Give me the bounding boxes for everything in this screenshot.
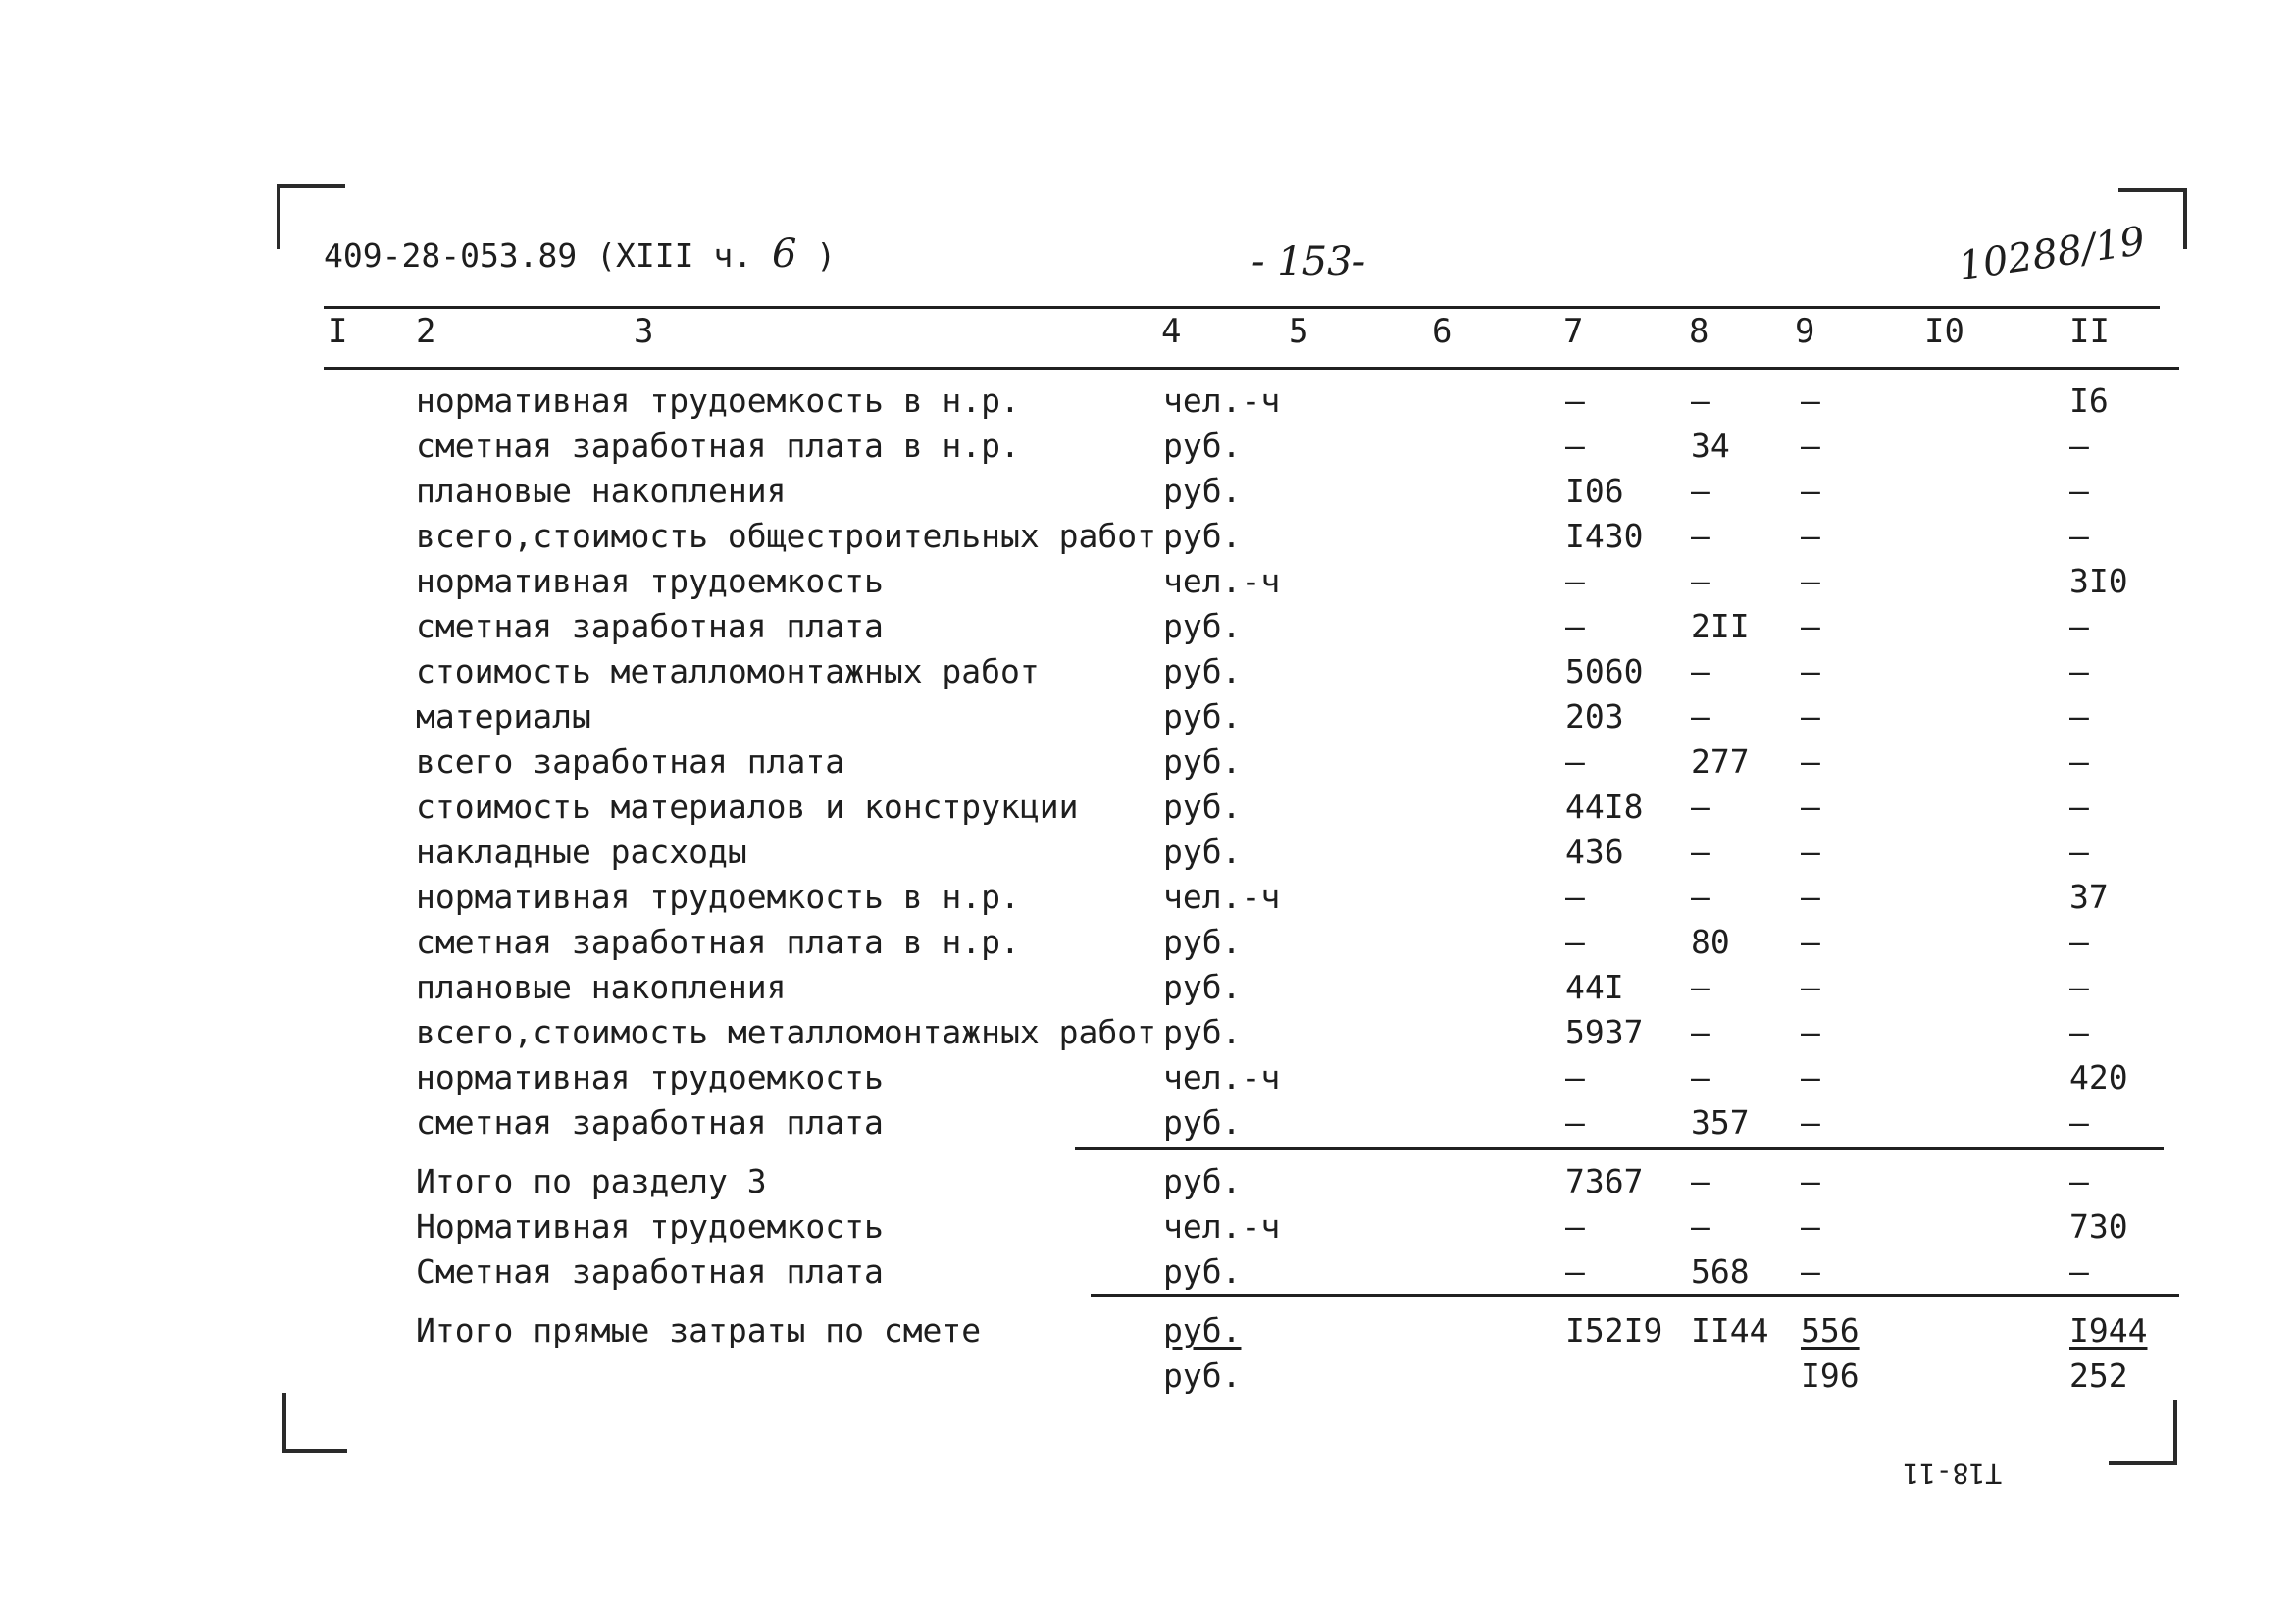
row-col9: –: [1801, 787, 1820, 826]
grand-total-unit-2: руб.: [1163, 1356, 1242, 1395]
row-description: всего,стоимость металломонтажных работ: [416, 1013, 1156, 1051]
row-description: всего,стоимость общестроительных работ: [416, 517, 1156, 555]
row-description: накладные расходы: [416, 833, 747, 871]
corner-mark-bottom-right: [2109, 1400, 2177, 1465]
grand-total-description: Итого прямые затраты по смете: [416, 1311, 982, 1349]
row-col8: –: [1691, 833, 1710, 871]
row-col7: 44I8: [1565, 787, 1644, 826]
row-unit: руб.: [1163, 652, 1242, 690]
row-col8: –: [1691, 1207, 1710, 1245]
row-col9: –: [1801, 697, 1820, 736]
row-col8: –: [1691, 652, 1710, 690]
table-row: [0, 649, 2295, 694]
grand-total-col11-2: 252: [2069, 1356, 2128, 1395]
grand-total-col9-2: I96: [1801, 1356, 1860, 1395]
table-row: [0, 424, 2295, 469]
row-col9: –: [1801, 878, 1820, 916]
row-col7: 44I: [1565, 968, 1624, 1006]
col-header-10: I0: [1924, 312, 1964, 351]
row-col9: –: [1801, 607, 1820, 645]
row-col8: –: [1691, 697, 1710, 736]
row-col9: –: [1801, 381, 1820, 420]
row-unit: руб.: [1163, 1103, 1242, 1142]
row-col9: –: [1801, 1207, 1820, 1245]
row-col7: –: [1565, 923, 1585, 961]
row-col8: 357: [1691, 1103, 1750, 1142]
col-header-8: 8: [1689, 312, 1709, 351]
grand-total-col7: I52I9: [1565, 1311, 1663, 1349]
row-unit: руб.: [1163, 1252, 1242, 1291]
col-header-5: 5: [1289, 312, 1309, 351]
row-col7: –: [1565, 742, 1585, 781]
row-col11: 730: [2069, 1207, 2128, 1245]
row-col8: –: [1691, 1162, 1710, 1200]
row-unit: чел.-ч: [1163, 878, 1281, 916]
row-col9: –: [1801, 562, 1820, 600]
row-col11: –: [2069, 1162, 2089, 1200]
row-col8: –: [1691, 472, 1710, 510]
row-unit: чел.-ч: [1163, 381, 1281, 420]
col-header-1: I: [328, 312, 348, 351]
row-description: стоимость металломонтажных работ: [416, 652, 1040, 690]
row-col11: I6: [2069, 381, 2109, 420]
row-col7: 5060: [1565, 652, 1644, 690]
row-col7: –: [1565, 381, 1585, 420]
row-col9: –: [1801, 968, 1820, 1006]
row-description: Нормативная трудоемкость: [416, 1207, 884, 1245]
mirrored-footer-code: T18-11: [1903, 1457, 2003, 1490]
col-header-3: 3: [634, 312, 654, 351]
table-row: [0, 739, 2295, 785]
row-col11: –: [2069, 1252, 2089, 1291]
document-code: [324, 231, 836, 277]
row-col9: –: [1801, 472, 1820, 510]
row-col11: –: [2069, 787, 2089, 826]
col-header-7: 7: [1563, 312, 1584, 351]
table-row: [0, 1100, 2295, 1145]
grand-total-row: [0, 1308, 2295, 1353]
row-col8: –: [1691, 562, 1710, 600]
row-col11: –: [2069, 697, 2089, 736]
row-col9: –: [1801, 1162, 1820, 1200]
row-unit: руб.: [1163, 472, 1242, 510]
row-col9: –: [1801, 517, 1820, 555]
table-row: [0, 785, 2295, 830]
row-col11: –: [2069, 607, 2089, 645]
table-row: [0, 559, 2295, 604]
row-description: Итого по разделу 3: [416, 1162, 767, 1200]
document-code-text: 409-28-053.89 (XIII ч.: [324, 236, 753, 275]
page-number: - 153-: [1251, 239, 1366, 284]
row-col8: –: [1691, 381, 1710, 420]
row-col8: 277: [1691, 742, 1750, 781]
row-unit: руб.: [1163, 1013, 1242, 1051]
section-total-row: [0, 1159, 2295, 1204]
row-col11: –: [2069, 652, 2089, 690]
row-col9: –: [1801, 742, 1820, 781]
row-col7: 7367: [1565, 1162, 1644, 1200]
row-unit: руб.: [1163, 968, 1242, 1006]
table-row: [0, 469, 2295, 514]
row-col9: –: [1801, 1058, 1820, 1096]
row-unit: руб.: [1163, 923, 1242, 961]
grand-total-col9: 556: [1801, 1311, 1860, 1349]
col-header-9: 9: [1795, 312, 1815, 351]
row-unit: руб.: [1163, 742, 1242, 781]
table-row: [0, 1010, 2295, 1055]
row-col7: –: [1565, 878, 1585, 916]
row-description: плановые накопления: [416, 472, 787, 510]
row-col11: –: [2069, 968, 2089, 1006]
row-col7: 5937: [1565, 1013, 1644, 1051]
table-row: [0, 920, 2295, 965]
table-row: [0, 830, 2295, 875]
row-col11: –: [2069, 427, 2089, 465]
row-col11: –: [2069, 742, 2089, 781]
section-total-row: [0, 1204, 2295, 1249]
row-description: плановые накопления: [416, 968, 787, 1006]
row-description: нормативная трудоемкость в н.р.: [416, 878, 1020, 916]
row-col11: –: [2069, 1013, 2089, 1051]
row-unit: руб.: [1163, 1162, 1242, 1200]
row-col11: 420: [2069, 1058, 2128, 1096]
grand-total-subrow: [0, 1353, 2295, 1398]
row-col8: –: [1691, 878, 1710, 916]
row-col7: –: [1565, 1103, 1585, 1142]
row-col11: –: [2069, 923, 2089, 961]
row-col7: –: [1565, 1207, 1585, 1245]
row-col7: –: [1565, 427, 1585, 465]
row-col8: –: [1691, 517, 1710, 555]
grand-total-rule: [1091, 1294, 2179, 1297]
row-col9: –: [1801, 1013, 1820, 1051]
row-col7: –: [1565, 1252, 1585, 1291]
row-col8: 568: [1691, 1252, 1750, 1291]
col-header-2: 2: [416, 312, 436, 351]
row-description: нормативная трудоемкость в н.р.: [416, 381, 1020, 420]
document-code-close: ): [816, 236, 837, 275]
table-row: [0, 604, 2295, 649]
row-col9: –: [1801, 923, 1820, 961]
row-col9: –: [1801, 652, 1820, 690]
row-description: сметная заработная плата: [416, 1103, 884, 1142]
table-row: [0, 694, 2295, 739]
row-col7: 203: [1565, 697, 1624, 736]
row-col11: –: [2069, 472, 2089, 510]
row-unit: чел.-ч: [1163, 1207, 1281, 1245]
row-col7: –: [1565, 607, 1585, 645]
row-col11: 37: [2069, 878, 2109, 916]
row-col11: 3I0: [2069, 562, 2128, 600]
corner-mark-bottom-left: [282, 1393, 347, 1453]
row-col11: –: [2069, 517, 2089, 555]
table-row: [0, 514, 2295, 559]
column-header-row: [0, 312, 2295, 371]
row-description: Сметная заработная плата: [416, 1252, 884, 1291]
row-col11: –: [2069, 833, 2089, 871]
row-unit: руб.: [1163, 517, 1242, 555]
row-col7: –: [1565, 1058, 1585, 1096]
row-col7: 436: [1565, 833, 1624, 871]
row-col8: –: [1691, 1058, 1710, 1096]
row-col9: –: [1801, 833, 1820, 871]
col-header-6: 6: [1432, 312, 1453, 351]
header-top-rule: [324, 306, 2160, 309]
row-description: сметная заработная плата: [416, 607, 884, 645]
table-row: [0, 875, 2295, 920]
row-unit: чел.-ч: [1163, 562, 1281, 600]
row-description: сметная заработная плата в н.р.: [416, 923, 1020, 961]
grand-total-col8: II44: [1691, 1311, 1769, 1349]
row-unit: руб.: [1163, 427, 1242, 465]
row-description: нормативная трудоемкость: [416, 562, 884, 600]
row-description: сметная заработная плата в н.р.: [416, 427, 1020, 465]
row-description: нормативная трудоемкость: [416, 1058, 884, 1096]
row-col8: 34: [1691, 427, 1730, 465]
row-description: стоимость материалов и конструкции: [416, 787, 1079, 826]
row-col11: –: [2069, 1103, 2089, 1142]
row-unit: руб.: [1163, 833, 1242, 871]
row-col8: 80: [1691, 923, 1730, 961]
document-part-handwritten: 6: [771, 231, 797, 277]
grand-total-unit: руб.: [1163, 1311, 1242, 1349]
row-unit: руб.: [1163, 787, 1242, 826]
row-unit: руб.: [1163, 697, 1242, 736]
stamp-number: 10288/19: [1955, 218, 2148, 290]
row-col7: I430: [1565, 517, 1644, 555]
row-col7: I06: [1565, 472, 1624, 510]
table-row: [0, 379, 2295, 424]
row-col7: –: [1565, 562, 1585, 600]
row-col8: –: [1691, 968, 1710, 1006]
row-col9: –: [1801, 1103, 1820, 1142]
row-description: материалы: [416, 697, 591, 736]
section-total-rule: [1075, 1147, 2164, 1150]
col-header-4: 4: [1161, 312, 1182, 351]
row-col8: 2II: [1691, 607, 1750, 645]
row-col8: –: [1691, 1013, 1710, 1051]
row-unit: руб.: [1163, 607, 1242, 645]
table-row: [0, 965, 2295, 1010]
section-total-row: [0, 1249, 2295, 1294]
row-col8: –: [1691, 787, 1710, 826]
row-col9: –: [1801, 1252, 1820, 1291]
row-col9: –: [1801, 427, 1820, 465]
row-unit: чел.-ч: [1163, 1058, 1281, 1096]
table-row: [0, 1055, 2295, 1100]
grand-total-col11: I944: [2069, 1311, 2148, 1349]
header-bottom-rule: [324, 367, 2179, 370]
row-description: всего заработная плата: [416, 742, 845, 781]
col-header-11: II: [2069, 312, 2110, 351]
